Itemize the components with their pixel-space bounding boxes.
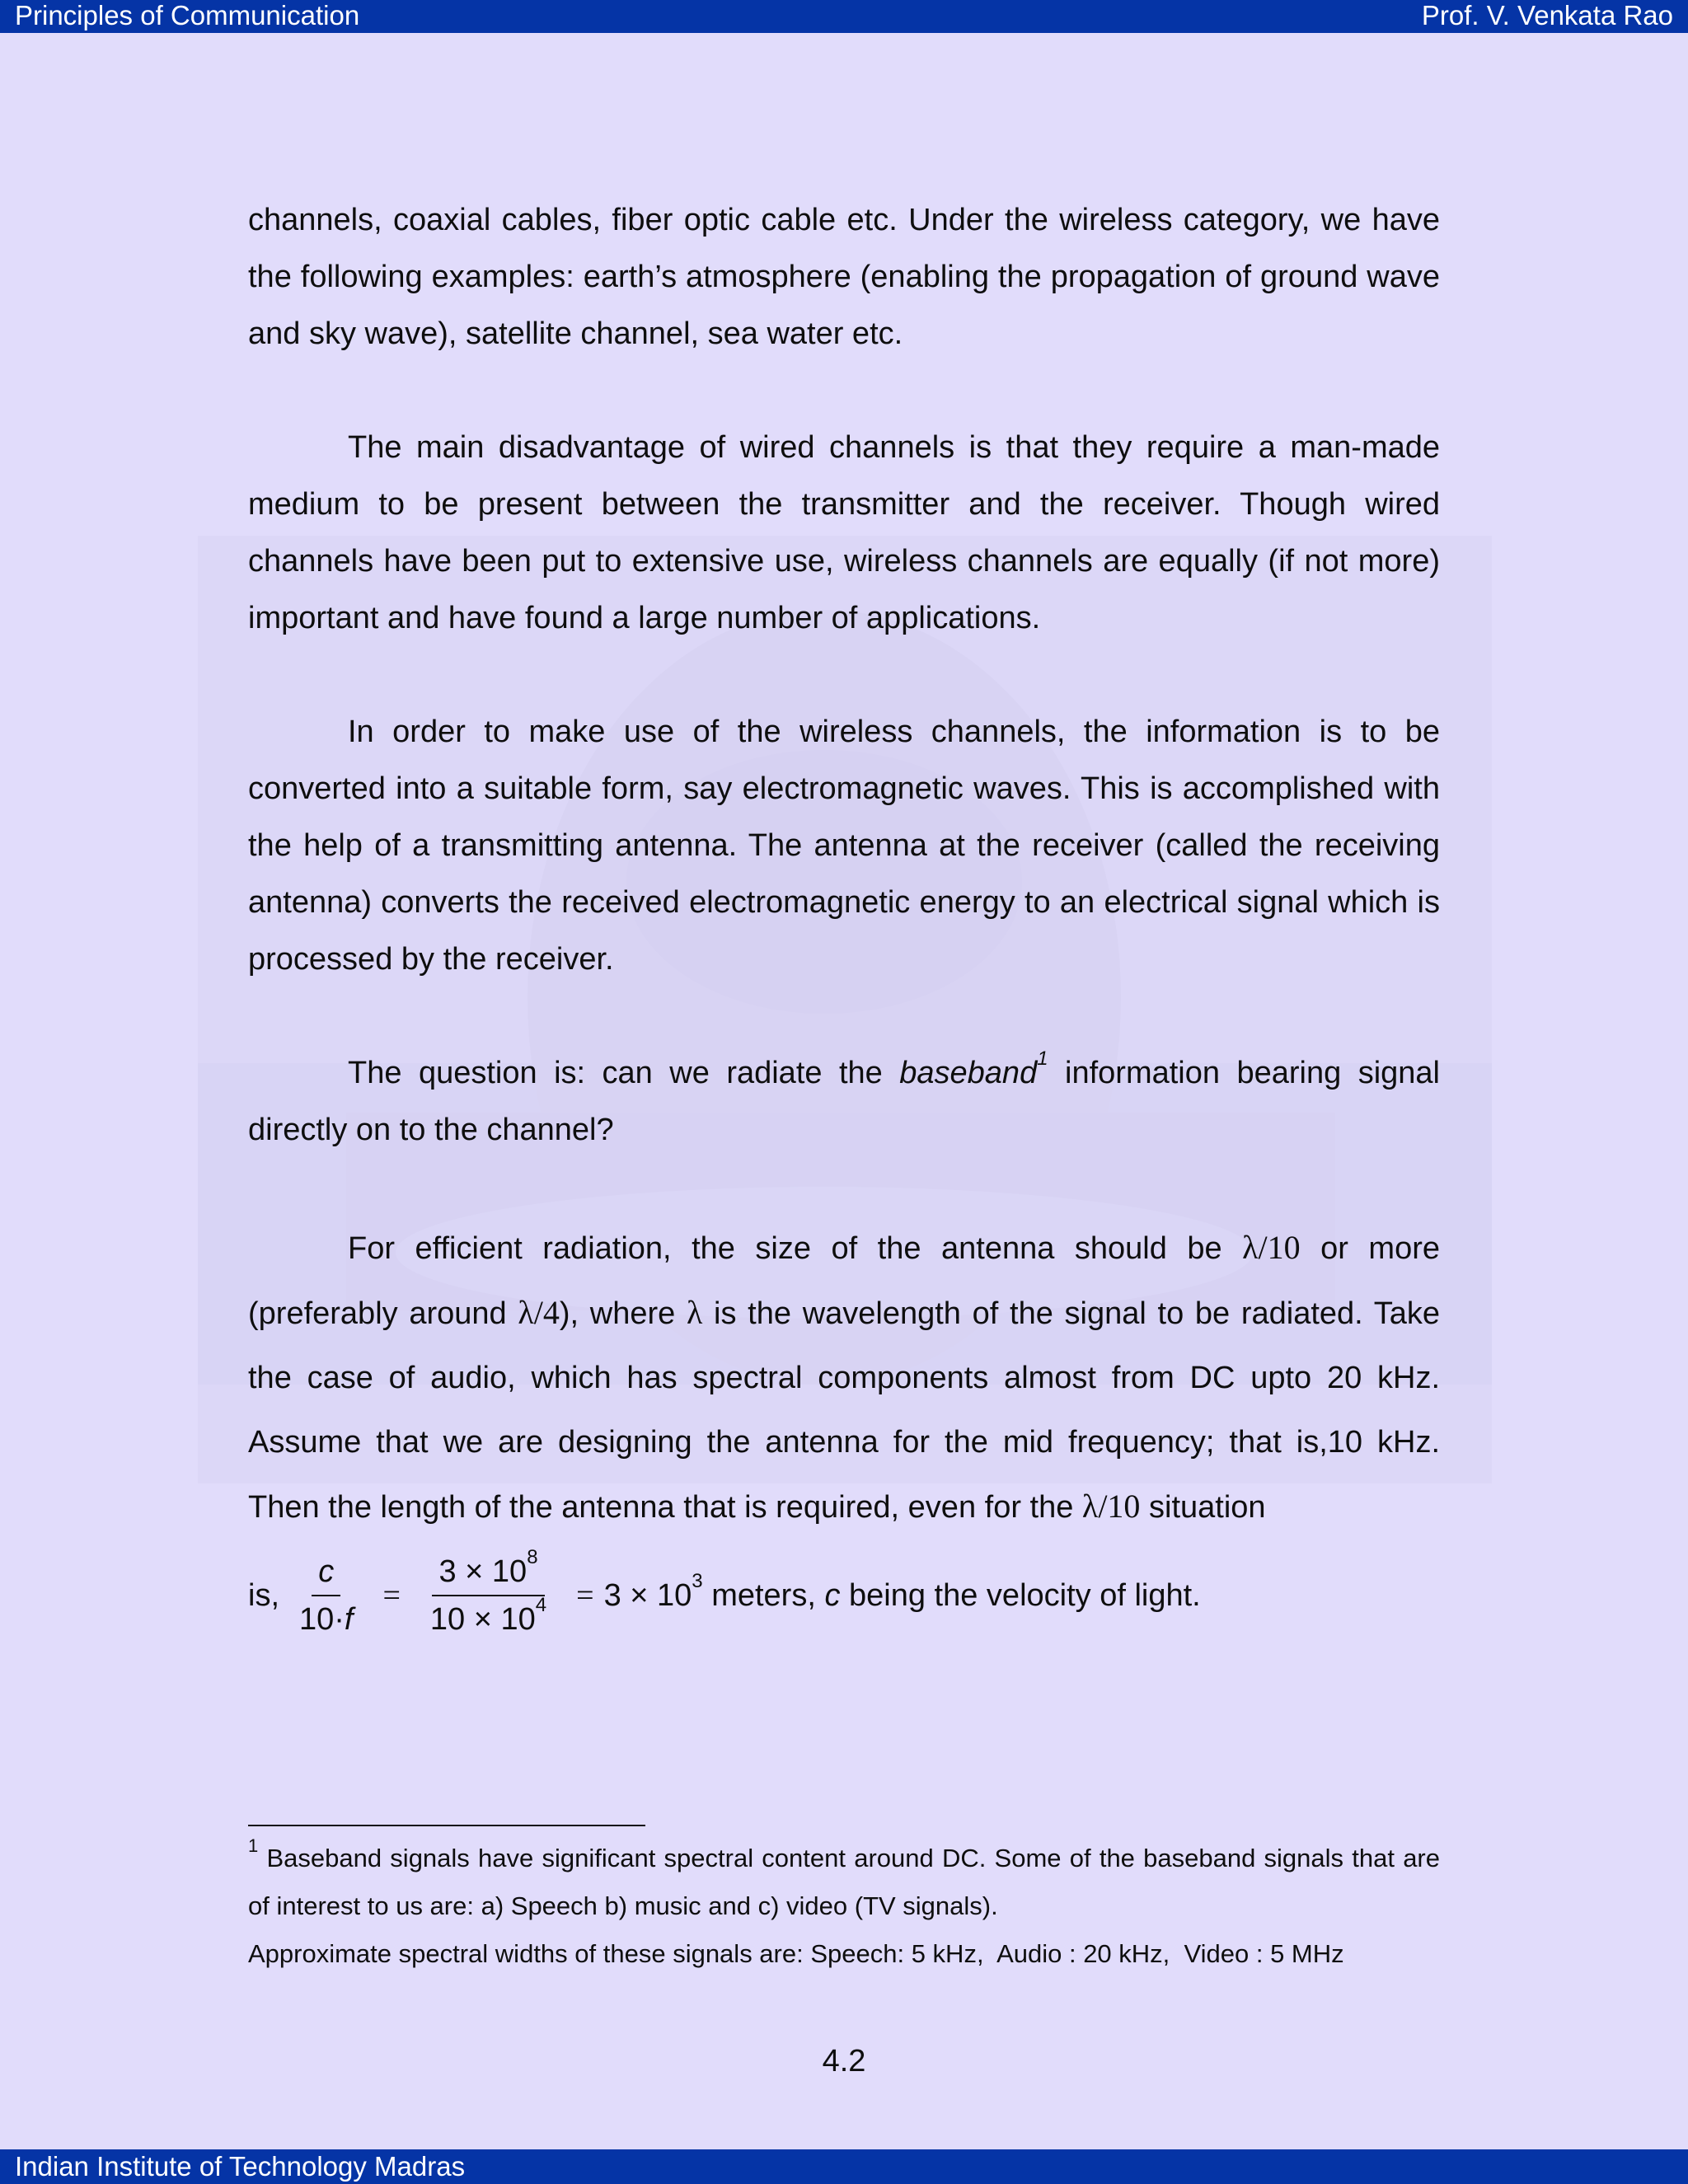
eq-result-exp: 3 bbox=[692, 1569, 703, 1592]
eq-suffix-b: being the velocity of light. bbox=[840, 1577, 1201, 1613]
page-footer bbox=[0, 2149, 1688, 2184]
paragraph-1: channels, coaxial cables, fiber optic cable etc. Under the wireless category, we have the following examples: earth’s atmosphere (enabling the propagation of ground wave and sky wave), satellite channel, sea water etc. bbox=[248, 203, 1440, 351]
fraction-2-numerator bbox=[432, 1546, 544, 1596]
eq-suffix bbox=[703, 1568, 1201, 1624]
header-course-title: Principles of Communication bbox=[15, 0, 360, 30]
p5-text-b: or more (preferably around bbox=[248, 1231, 1440, 1331]
header-author: Prof. V. Venkata Rao bbox=[1421, 0, 1673, 30]
fraction-1-denominator bbox=[293, 1596, 359, 1639]
fraction-2-denominator bbox=[424, 1596, 553, 1639]
baseband-term: baseband bbox=[899, 1056, 1038, 1090]
footer-institution: Indian Institute of Technology Madras bbox=[15, 2151, 466, 2182]
equals-sign-2: = bbox=[576, 1577, 594, 1613]
page-header bbox=[0, 0, 1688, 33]
footnote bbox=[248, 1835, 1440, 1978]
footnote-marker: 1 bbox=[248, 1835, 259, 1856]
fraction-1-numerator: c bbox=[312, 1552, 340, 1596]
fraction-2-den-exp: 4 bbox=[535, 1594, 547, 1616]
fraction-2-den-a: 10 × 10 bbox=[429, 1602, 536, 1637]
eq-result bbox=[604, 1568, 703, 1624]
footnote-ref: 1 bbox=[1037, 1047, 1048, 1070]
paragraph-4 bbox=[248, 1045, 1440, 1159]
p5-text-a: For efficient radiation, the size of the antenna should be bbox=[348, 1231, 1243, 1266]
fraction-2-num-a: 3 × 10 bbox=[438, 1554, 528, 1589]
footnote-text-1: Baseband signals have significant spectral content around DC. Some of the baseband signals that are of interest to us are: a) Speech b) music and c) video (TV signals). bbox=[248, 1844, 1440, 1920]
lambda-symbol: λ bbox=[686, 1294, 703, 1331]
lambda-over-10-b: λ/10 bbox=[1081, 1488, 1141, 1525]
p4-text-b: information bearing signal directly on to the channel? bbox=[248, 1056, 1440, 1147]
page-number: 4.2 bbox=[822, 2044, 866, 2079]
footnote-divider bbox=[248, 1825, 645, 1826]
fraction-2-num-exp: 8 bbox=[527, 1546, 538, 1568]
eq-result-a: 3 × 10 bbox=[603, 1577, 692, 1613]
p5-text-e: situation bbox=[1140, 1490, 1266, 1525]
equals-sign-1: = bbox=[382, 1577, 401, 1613]
fraction-1-den-f: f bbox=[344, 1602, 354, 1637]
p5-text-d: is the wavelength of the signal to be radiated. Take the case of audio, which has spectral components almost from DC upto 20 kHz. Assume that we are designing the antenna for the mid frequency; that is,10 kHz. Then the length of the antenna that is required, even for the bbox=[248, 1296, 1440, 1525]
p5-text-c: ), where bbox=[559, 1296, 687, 1331]
lambda-over-4: λ/4 bbox=[518, 1294, 560, 1331]
fraction-c-over-10f bbox=[293, 1552, 359, 1639]
paragraph-3: In order to make use of the wireless channels, the information is to be converted into a suitable form, say electromagnetic waves. This is accomplished with the help of a transmitting antenna. The antenna at the receiver (called the receiving antenna) converts the received electromagnetic energy to an electrical signal which is processed by the receiver. bbox=[248, 715, 1440, 977]
footnote-line-1 bbox=[248, 1835, 1440, 1930]
fraction-1-den-a: 10· bbox=[299, 1602, 345, 1637]
footnote-line-2: Approximate spectral widths of these signals are: Speech: 5 kHz, Audio : 20 kHz, Video : 5 MHz bbox=[248, 1939, 1344, 1968]
eq-suffix-c: c bbox=[824, 1577, 841, 1613]
lambda-over-10: λ/10 bbox=[1242, 1229, 1301, 1266]
paragraph-2: The main disadvantage of wired channels is that they require a man-made medium to be present between the transmitter and the receiver. Though wired channels have been put to extensive use, wireless channels are equally (if not more) important and have found a large number of applications. bbox=[248, 430, 1440, 635]
p4-text-a: The question is: can we radiate the bbox=[348, 1056, 900, 1090]
paragraph-5 bbox=[248, 1216, 1440, 1540]
eq-suffix-a: meters, bbox=[702, 1577, 825, 1613]
document-body bbox=[248, 192, 1440, 1645]
fraction-numeric bbox=[424, 1546, 553, 1639]
eq-prefix: is, bbox=[248, 1577, 279, 1613]
antenna-length-equation bbox=[248, 1546, 1440, 1645]
